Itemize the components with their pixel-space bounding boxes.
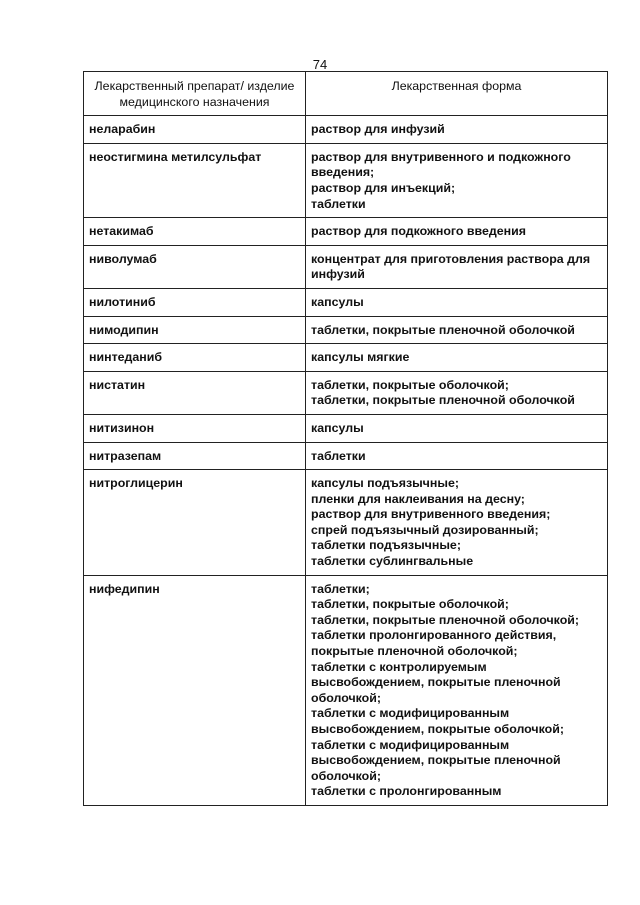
drug-name-cell: неларабин <box>84 116 306 144</box>
dosage-form-line: таблетки пролонгированного действия, покрытые пленочной оболочкой; <box>311 628 557 659</box>
dosage-form-cell <box>306 575 608 805</box>
drug-name-cell: неостигмина метилсульфат <box>84 143 306 217</box>
table-body <box>84 116 608 806</box>
dosage-form-line: таблетки подъязычные; <box>311 538 461 553</box>
table-row <box>84 442 608 470</box>
dosage-form-line: капсулы <box>311 420 364 435</box>
dosage-form-line: таблетки с контролируемым высвобождением, покрытые пленочной оболочкой; <box>311 659 561 705</box>
drug-name-cell: нитизинон <box>84 414 306 442</box>
drug-name-cell: нилотиниб <box>84 288 306 316</box>
table-row <box>84 344 608 372</box>
table-header-row <box>84 72 608 116</box>
drug-name-cell: нитразепам <box>84 442 306 470</box>
dosage-form-cell <box>306 116 608 144</box>
dosage-form-line: таблетки с пролонгированным <box>311 784 502 799</box>
dosage-form-line: раствор для внутривенного и подкожного введения; <box>311 149 571 180</box>
dosage-form-line: раствор для инфузий <box>311 122 445 137</box>
drug-name-cell: нимодипин <box>84 316 306 344</box>
table-row <box>84 245 608 288</box>
drug-name-cell: нистатин <box>84 371 306 414</box>
dosage-form-cell <box>306 288 608 316</box>
table-row <box>84 316 608 344</box>
table-row <box>84 575 608 805</box>
dosage-form-line: таблетки <box>311 196 366 211</box>
dosage-form-line: раствор для инъекций; <box>311 180 456 195</box>
dosage-form-line: таблетки с модифицированным высвобождением, покрытые оболочкой; <box>311 706 564 736</box>
dosage-form-line: таблетки, покрытые оболочкой; <box>311 597 509 612</box>
table-row <box>84 218 608 246</box>
header-form: Лекарственная форма <box>306 72 608 116</box>
dosage-form-line: таблетки; <box>311 581 370 596</box>
dosage-form-cell <box>306 143 608 217</box>
dosage-form-line: концентрат для приготовления раствора для инфузий <box>311 251 591 282</box>
table-row <box>84 116 608 144</box>
dosage-form-line: таблетки сублингвальные <box>311 554 474 569</box>
dosage-form-line: таблетки <box>311 448 366 463</box>
dosage-form-line: раствор для внутривенного введения; <box>311 507 551 522</box>
dosage-form-line: таблетки, покрытые пленочной оболочкой; <box>311 612 580 627</box>
drug-name-cell: нитроглицерин <box>84 470 306 576</box>
dosage-form-cell <box>306 371 608 414</box>
header-drug: Лекарственный препарат/ изделие медицинского назначения <box>84 72 306 116</box>
dosage-form-line: спрей подъязычный дозированный; <box>311 522 539 537</box>
table-row <box>84 143 608 217</box>
table-row <box>84 288 608 316</box>
dosage-form-cell <box>306 245 608 288</box>
dosage-form-cell <box>306 442 608 470</box>
dosage-form-cell <box>306 218 608 246</box>
dosage-form-cell <box>306 470 608 576</box>
dosage-form-line: таблетки, покрытые пленочной оболочкой <box>311 322 575 337</box>
dosage-form-line: таблетки, покрытые оболочкой; <box>311 377 509 392</box>
drug-name-cell: нетакимаб <box>84 218 306 246</box>
drug-name-cell: нифедипин <box>84 575 306 805</box>
table-row <box>84 414 608 442</box>
drug-table <box>83 71 608 806</box>
table-row <box>84 371 608 414</box>
dosage-form-cell <box>306 344 608 372</box>
dosage-form-cell <box>306 316 608 344</box>
dosage-form-line: таблетки, покрытые пленочной оболочкой <box>311 393 575 408</box>
dosage-form-line: капсулы мягкие <box>311 350 410 365</box>
dosage-form-line: раствор для подкожного введения <box>311 224 526 239</box>
dosage-form-line: таблетки с модифицированным высвобождением, покрытые пленочной оболочкой; <box>311 737 561 783</box>
dosage-form-line: капсулы подъязычные; <box>311 476 459 491</box>
dosage-form-line: капсулы <box>311 294 364 309</box>
page-number: 74 <box>312 57 328 72</box>
table-row <box>84 470 608 576</box>
drug-name-cell: ниволумаб <box>84 245 306 288</box>
dosage-form-line: пленки для наклеивания на десну; <box>311 491 525 506</box>
drug-name-cell: нинтеданиб <box>84 344 306 372</box>
dosage-form-cell <box>306 414 608 442</box>
